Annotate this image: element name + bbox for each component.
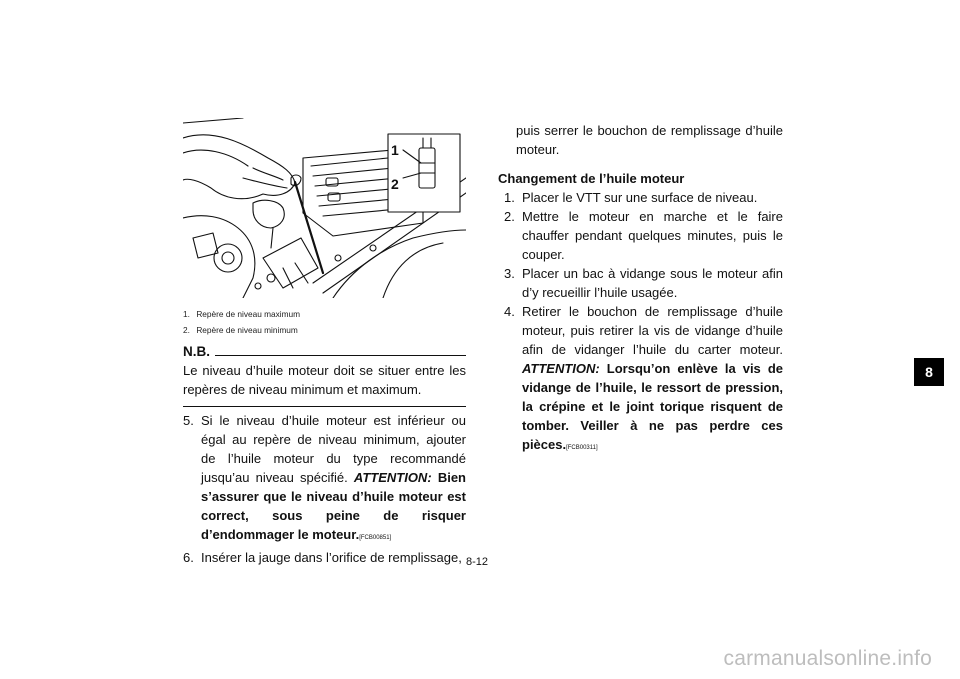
step-6-text: Insérer la jauge dans l’orifice de remplissage,: [201, 550, 462, 565]
note-rule-top: [215, 355, 466, 356]
step-5-text: Si le niveau d’huile moteur est inférieur ou égal au repère de niveau minimum, ajouter de l’huile moteur du type recommandé jusqu’au niveau spécifié.: [201, 413, 466, 485]
change-step-4-text: Retirer le bouchon de remplissage d’huile moteur, puis retirer la vis de vidange d’huile afin de vidanger l’huile du carter moteur.: [522, 304, 783, 357]
reference-code: [FCB00311]: [566, 445, 598, 451]
callout-2-label: 2: [391, 176, 399, 192]
attention-text: Lorsqu’on enlève la vis de vidange de l’huile, le ressort de pression, la crépine et le joint torique risquent de tomber. Veiller à ne pas perdre ces pièces.: [522, 361, 783, 452]
note-title: N.B.: [183, 344, 210, 359]
left-column-steps: [183, 411, 466, 567]
watermark: carmanualsonline.info: [723, 647, 932, 670]
attention-label: ATTENTION:: [353, 470, 432, 485]
figure-caption-1: 1. Repère de niveau maximum: [183, 309, 301, 319]
callout-1-label: 1: [391, 142, 399, 158]
change-step-2: 2. Mettre le moteur en marche et le faire chauffer pendant quelques minutes, puis le couper.: [504, 209, 783, 262]
step-6: 6. Insérer la jauge dans l’orifice de remplissage,: [183, 548, 466, 567]
figure-caption-2: 2. Repère de niveau minimum: [183, 325, 298, 335]
change-step-3: 3. Placer un bac à vidange sous le moteur afin d’y recueillir l’huile usagée.: [504, 266, 783, 300]
chapter-tab: 8: [914, 358, 944, 386]
step-6-continuation: puis serrer le bouchon de remplissage d’huile moteur.: [516, 123, 783, 157]
reference-code: [FCB00851]: [359, 535, 392, 541]
section-title: Changement de l’huile moteur: [498, 171, 685, 186]
step-5: 5. Si le niveau d’huile moteur est inférieur ou égal au repère de niveau minimum, ajouter de l’huile moteur du type recommandé jusqu’au niveau spécifié. ATTENTION: Bien s’assurer que le niveau d’huile moteur est correct, sous peine de risquer d’endommager le moteur.[FCB00851]: [183, 413, 466, 542]
note-text: Le niveau d’huile moteur doit se situer entre les repères de niveau minimum et maximum.: [183, 363, 466, 397]
engine-dipstick-illustration: [183, 118, 466, 298]
change-step-4: 4. Retirer le bouchon de remplissage d’huile moteur, puis retirer la vis de vidange d’huile afin de vidanger l’huile du carter moteur. ATTENTION: Lorsqu’on enlève la vis de vidange de l’huile, le ressort de pression, la crépine et le joint torique risquent de tomber. Veiller à ne pas perdre ces pièces.[FCB00311]: [504, 304, 783, 452]
attention-label: ATTENTION:: [522, 361, 600, 376]
note-rule-bottom: [183, 406, 466, 407]
right-column: [498, 121, 783, 458]
change-step-1: 1. Placer le VTT sur une surface de niveau.: [504, 190, 758, 205]
page-number: 8-12: [466, 556, 489, 568]
attention-text: Bien s’assurer que le niveau d’huile moteur est correct, sous peine de risquer d’endommager le moteur.: [201, 470, 466, 542]
